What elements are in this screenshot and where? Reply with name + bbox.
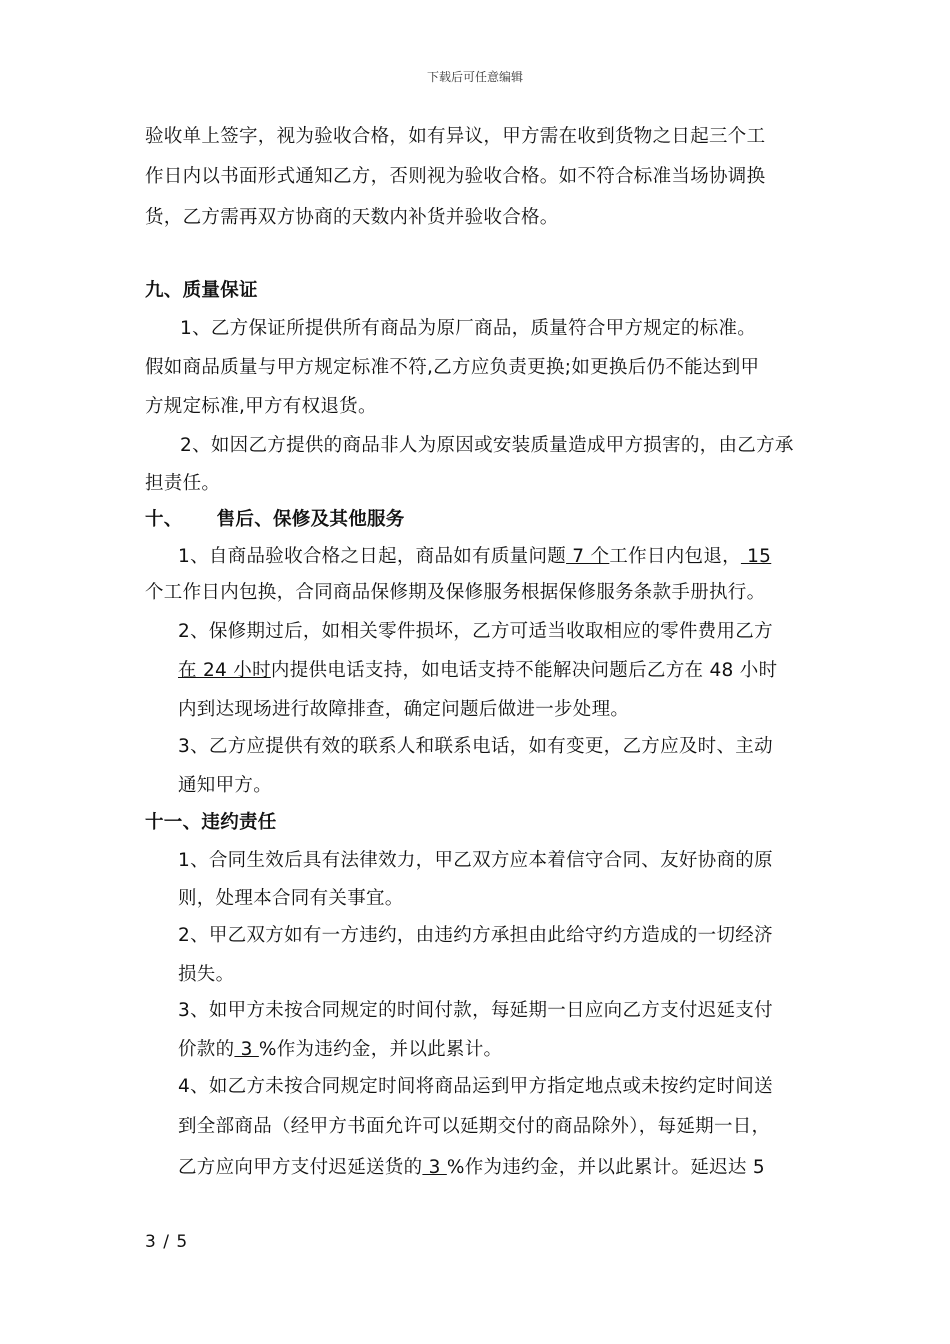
s11-item4-line3 (178, 1153, 765, 1179)
section-10-text: 售后、保修及其他服务 (216, 509, 405, 530)
text: 1、自商品验收合格之日起，商品如有质量问题 (178, 546, 567, 567)
text: %作为违约金，并以此累计。延迟达 5 (446, 1157, 765, 1178)
s10-item2-line3: 内到达现场进行故障排查，确定问题后做进一步处理。 (178, 699, 630, 720)
s9-item1-line1: 1、乙方保证所提供所有商品为原厂商品，质量符合甲方规定的标准。 (180, 318, 757, 339)
s11-item3-line1: 3、如甲方未按合同规定的时间付款，每延期一日应向乙方支付迟延支付 (178, 1000, 773, 1021)
s10-item2-line1: 2、保修期过后，如相关零件损坏，乙方可适当收取相应的零件费用乙方 (178, 621, 773, 642)
underlined-hours: 在 24 小时 (178, 660, 271, 681)
section-11-title: 十一、违约责任 (145, 812, 277, 833)
text: 工作日内包退， (609, 546, 741, 567)
underlined-days-1: 7 个 (566, 546, 610, 567)
page-header: 下载后可任意编辑 (426, 70, 523, 84)
section-10-number: 十、 (145, 509, 183, 530)
s11-item1-line1: 1、合同生效后具有法律效力，甲乙双方应本着信守合同、友好协商的原 (178, 850, 773, 871)
s9-item2-line1: 2、如因乙方提供的商品非人为原因或安装质量造成甲方损害的，由乙方承 (180, 435, 794, 456)
s9-item2-line2: 担责任。 (145, 473, 221, 494)
text: 内提供电话支持，如电话支持不能解决问题后乙方在 48 小时 (270, 660, 778, 681)
s11-item2-line2: 损失。 (178, 964, 235, 985)
s11-item2-line1: 2、甲乙双方如有一方违约，由违约方承担由此给守约方造成的一切经济 (178, 925, 773, 946)
text: %作为违约金，并以此累计。 (258, 1039, 503, 1060)
s11-item4-line1: 4、如乙方未按合同规定时间将商品运到甲方指定地点或未按约定时间送 (178, 1076, 773, 1097)
text: 价款的 (178, 1039, 235, 1060)
underlined-rate: 3 (422, 1157, 447, 1178)
s11-item1-line2: 则，处理本合同有关事宜。 (178, 888, 404, 909)
intro-line-3: 货，乙方需再双方协商的天数内补货并验收合格。 (145, 207, 559, 228)
s10-item1-line1 (178, 542, 771, 568)
s10-item3-line1: 3、乙方应提供有效的联系人和联系电话，如有变更，乙方应及时、主动 (178, 736, 773, 757)
s11-item3-line2 (178, 1035, 502, 1061)
s10-item3-line2: 通知甲方。 (178, 775, 273, 796)
intro-line-1: 验收单上签字，视为验收合格，如有异议，甲方需在收到货物之日起三个工 (145, 126, 766, 147)
s10-item2-line2 (178, 656, 777, 682)
underlined-days-2: 15 (740, 546, 772, 567)
s9-item1-line3: 方规定标准,甲方有权退货。 (145, 396, 377, 417)
section-9-title: 九、质量保证 (145, 280, 258, 301)
intro-line-2: 作日内以书面形式通知乙方，否则视为验收合格。如不符合标准当场协调换 (145, 166, 766, 187)
text: 乙方应向甲方支付迟延送货的 (178, 1157, 423, 1178)
s9-item1-line2: 假如商品质量与甲方规定标准不符,乙方应负责更换;如更换后仍不能达到甲 (145, 357, 760, 378)
underlined-rate: 3 (234, 1039, 259, 1060)
page-number: 3 / 5 (145, 1232, 189, 1252)
s11-item4-line2: 到全部商品（经甲方书面允许可以延期交付的商品除外），每延期一日， (178, 1116, 771, 1137)
s10-item1-line2: 个工作日内包换，合同商品保修期及保修服务根据保修服务条款手册执行。 (145, 582, 766, 603)
section-10-title (145, 505, 405, 531)
